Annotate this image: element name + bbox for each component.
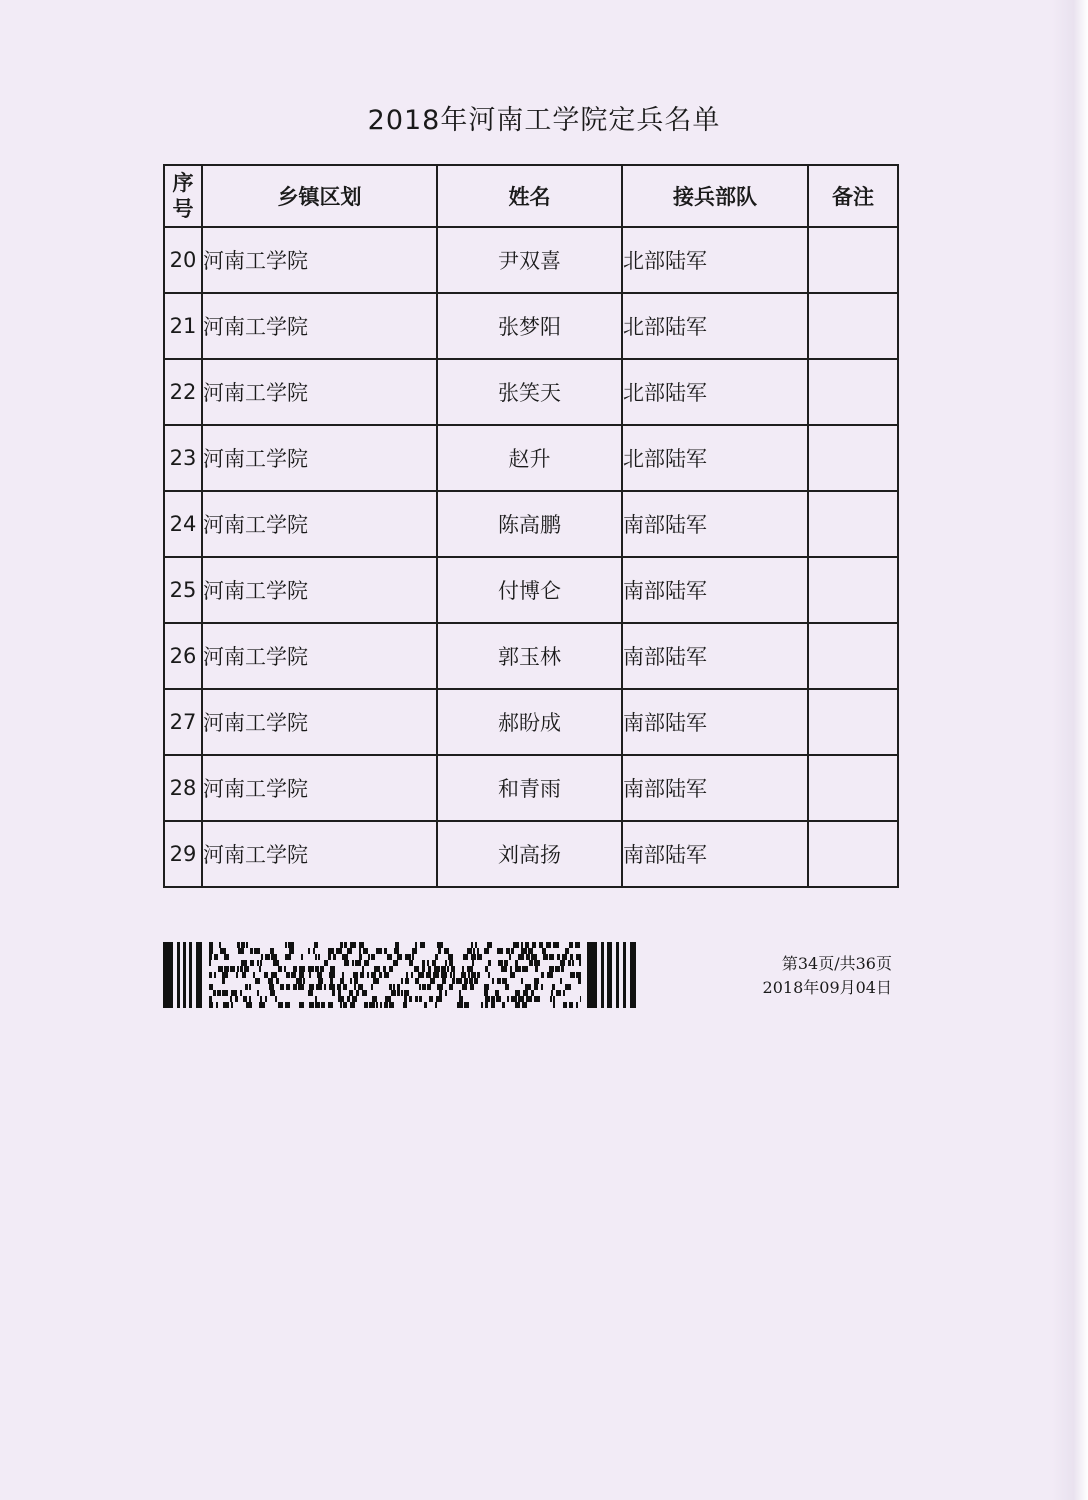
cell-note — [808, 623, 898, 689]
table-row — [164, 359, 898, 425]
cell-unit: 南部陆军 — [622, 821, 808, 887]
cell-note — [808, 557, 898, 623]
table-row — [164, 623, 898, 689]
cell-name: 张梦阳 — [437, 293, 622, 359]
cell-town: 河南工学院 — [202, 293, 437, 359]
print-date: 2018年09月04日 — [762, 978, 892, 997]
cell-town: 河南工学院 — [202, 425, 437, 491]
table-row — [164, 821, 898, 887]
cell-town: 河南工学院 — [202, 491, 437, 557]
cell-seq: 20 — [164, 227, 202, 293]
cell-seq: 26 — [164, 623, 202, 689]
header-seq — [164, 165, 202, 227]
cell-name: 赵升 — [437, 425, 622, 491]
cell-note — [808, 359, 898, 425]
cell-seq: 24 — [164, 491, 202, 557]
cell-unit: 南部陆军 — [622, 557, 808, 623]
barcode-graphic — [163, 942, 636, 1008]
cell-name: 和青雨 — [437, 755, 622, 821]
header-seq-label: 序号 — [172, 171, 194, 221]
cell-seq: 29 — [164, 821, 202, 887]
barcode — [163, 942, 636, 1008]
cell-town: 河南工学院 — [202, 557, 437, 623]
cell-town: 河南工学院 — [202, 689, 437, 755]
cell-town: 河南工学院 — [202, 821, 437, 887]
cell-town: 河南工学院 — [202, 359, 437, 425]
cell-name: 刘高扬 — [437, 821, 622, 887]
cell-unit: 北部陆军 — [622, 425, 808, 491]
document-title: 2018年河南工学院定兵名单 — [367, 105, 721, 136]
cell-unit: 南部陆军 — [622, 755, 808, 821]
cell-town: 河南工学院 — [202, 755, 437, 821]
header-note: 备注 — [808, 165, 898, 227]
cell-unit: 北部陆军 — [622, 293, 808, 359]
cell-name: 尹双喜 — [437, 227, 622, 293]
cell-note — [808, 425, 898, 491]
paper-edge — [1052, 0, 1088, 1500]
cell-unit: 南部陆军 — [622, 623, 808, 689]
cell-seq: 27 — [164, 689, 202, 755]
table-row — [164, 755, 898, 821]
cell-seq: 28 — [164, 755, 202, 821]
cell-name: 郭玉林 — [437, 623, 622, 689]
header-town: 乡镇区划 — [202, 165, 437, 227]
cell-seq: 21 — [164, 293, 202, 359]
cell-town: 河南工学院 — [202, 623, 437, 689]
header-unit: 接兵部队 — [622, 165, 808, 227]
cell-seq: 22 — [164, 359, 202, 425]
cell-unit: 南部陆军 — [622, 689, 808, 755]
header-name: 姓名 — [437, 165, 622, 227]
cell-name: 陈高鹏 — [437, 491, 622, 557]
cell-seq: 23 — [164, 425, 202, 491]
table-row — [164, 293, 898, 359]
cell-note — [808, 821, 898, 887]
cell-name: 张笑天 — [437, 359, 622, 425]
table-row — [164, 227, 898, 293]
cell-seq: 25 — [164, 557, 202, 623]
cell-note — [808, 227, 898, 293]
cell-note — [808, 689, 898, 755]
cell-note — [808, 755, 898, 821]
table-header-row — [164, 165, 898, 227]
cell-note — [808, 491, 898, 557]
cell-town: 河南工学院 — [202, 227, 437, 293]
table-row — [164, 689, 898, 755]
page-info — [700, 952, 892, 1000]
cell-note — [808, 293, 898, 359]
page-number: 第34页/共36页 — [781, 954, 892, 973]
cell-unit: 北部陆军 — [622, 227, 808, 293]
cell-name: 付博仑 — [437, 557, 622, 623]
table-row — [164, 557, 898, 623]
cell-name: 郝盼成 — [437, 689, 622, 755]
table-row — [164, 491, 898, 557]
roster-table — [163, 164, 899, 888]
table-row — [164, 425, 898, 491]
cell-unit: 南部陆军 — [622, 491, 808, 557]
cell-unit: 北部陆军 — [622, 359, 808, 425]
